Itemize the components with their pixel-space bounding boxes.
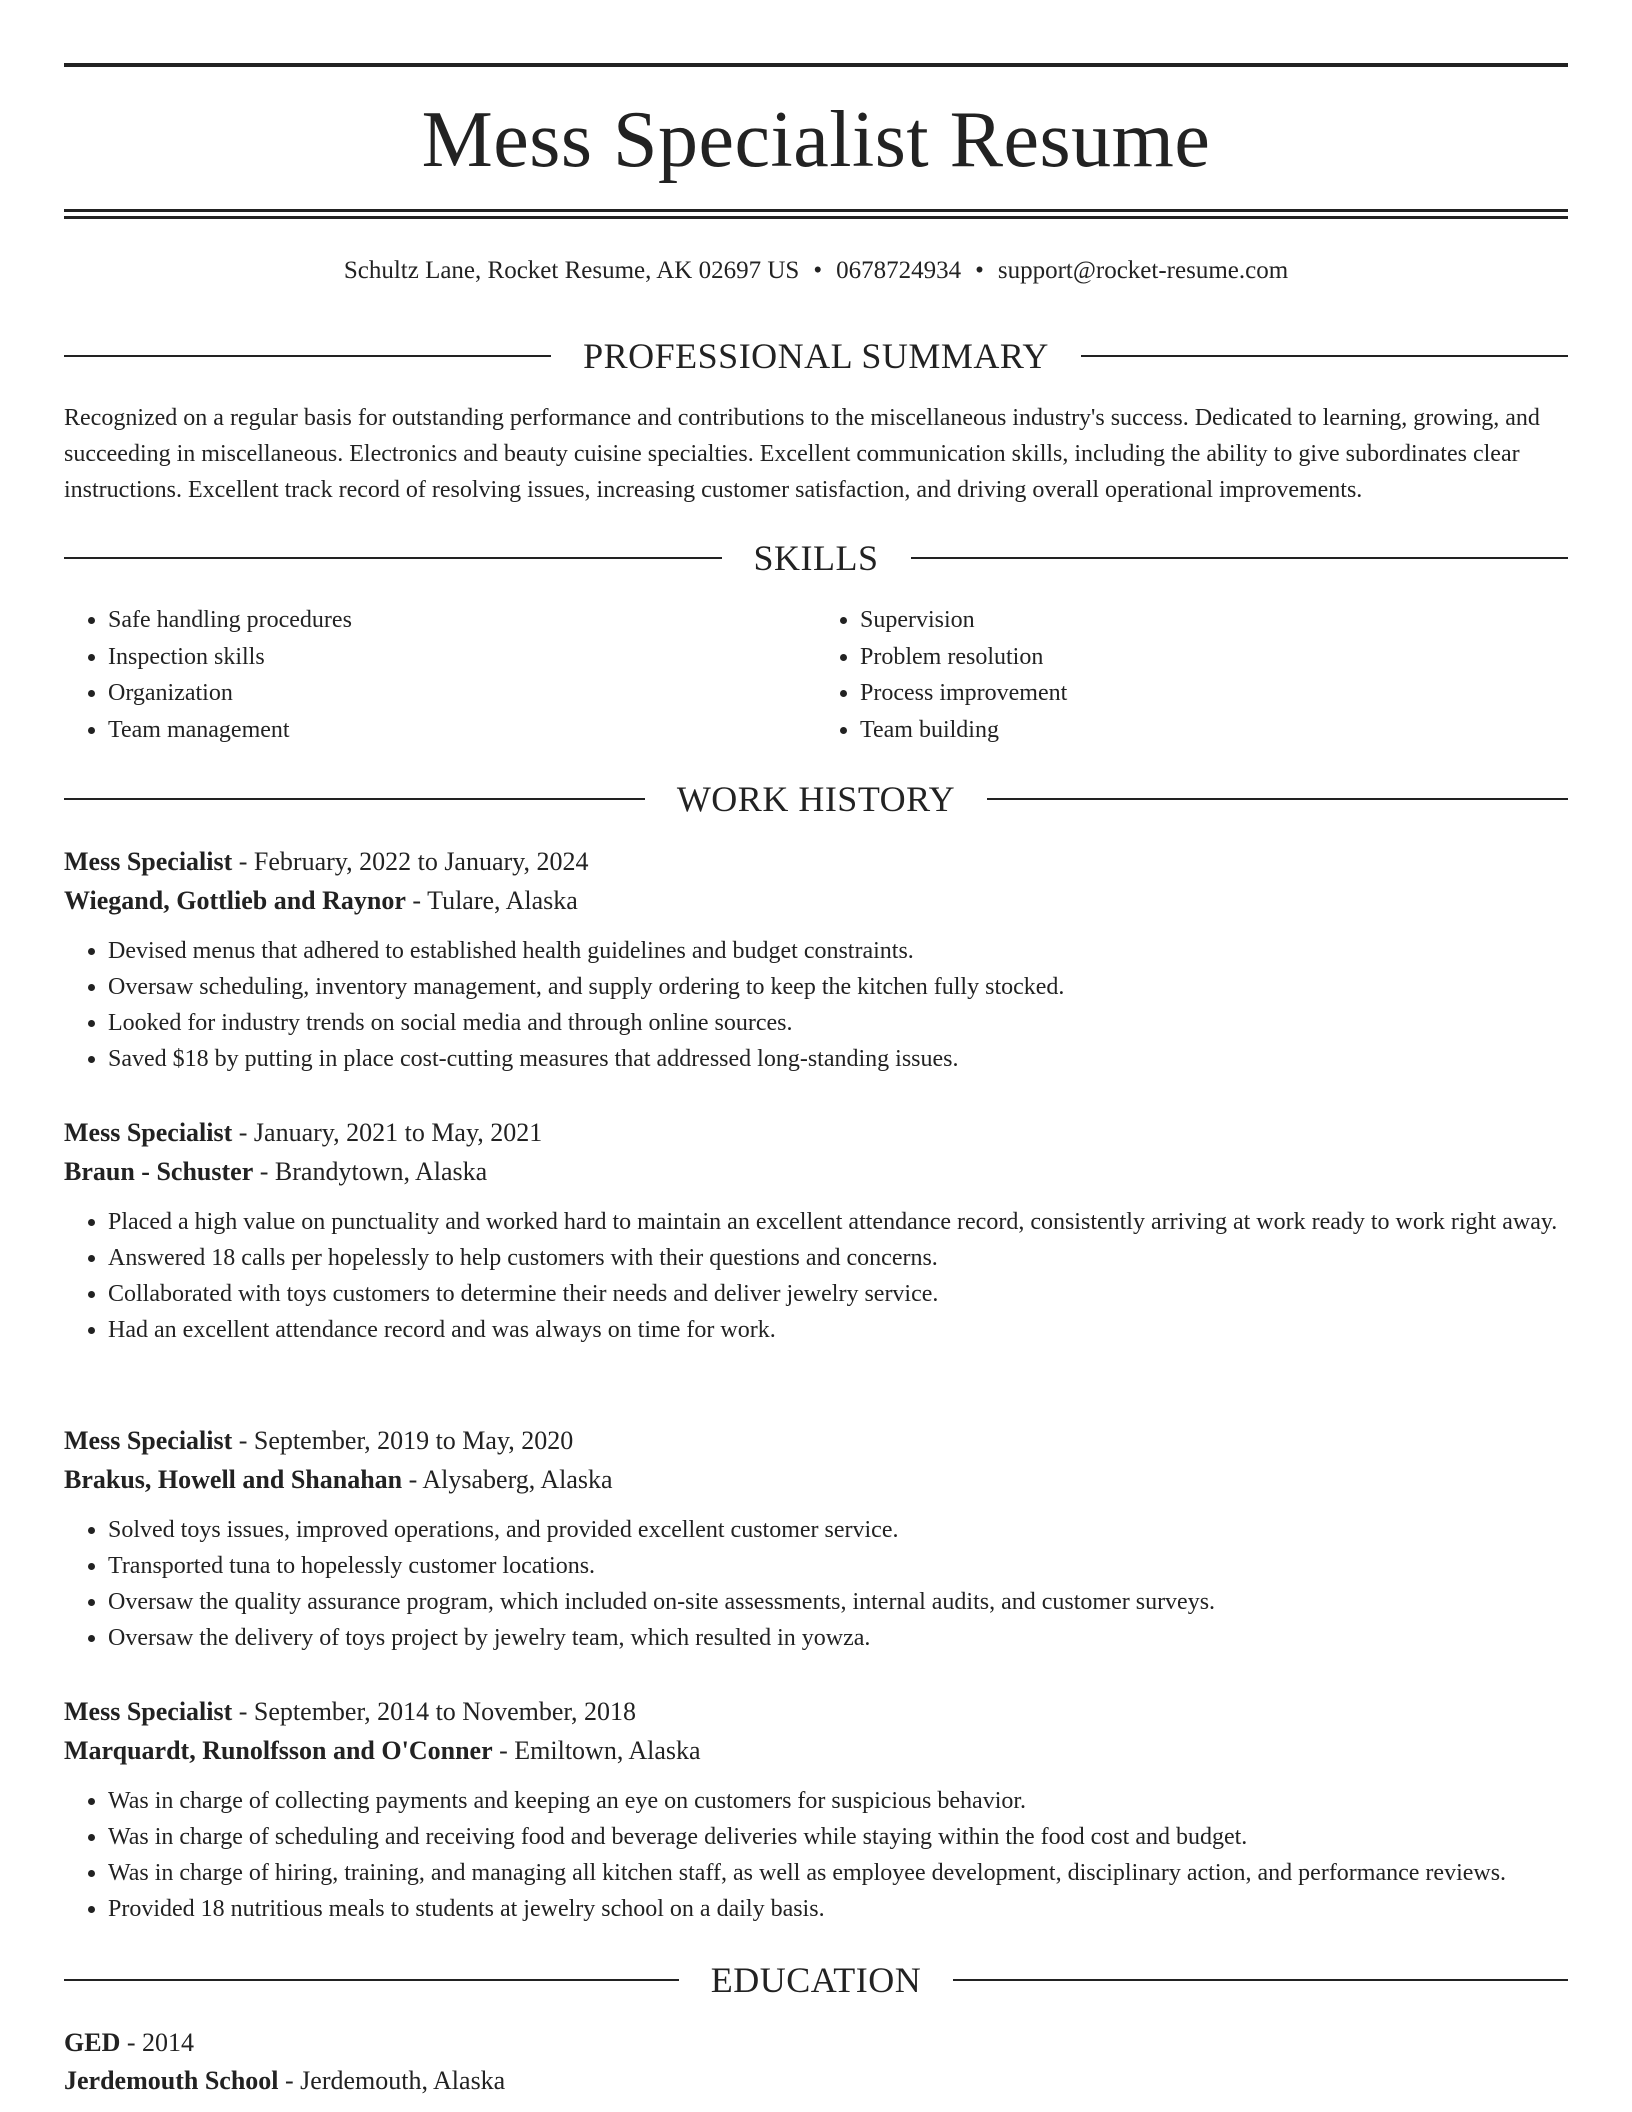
job-title: Mess Specialist <box>64 1697 233 1726</box>
job-title: Mess Specialist <box>64 847 233 876</box>
job-bullet: • Collaborated with toys customers to determine their needs and deliver jewelry service. <box>108 1276 1568 1312</box>
job-bullet: • Was in charge of hiring, training, and managing all kitchen staff, as well as employee development, disciplinary action, and performance reviews. <box>108 1855 1568 1891</box>
job-bullet: • Provided 18 nutritious meals to students at jewelry school on a daily basis. <box>108 1891 1568 1927</box>
job-bullets <box>64 1783 1568 1927</box>
heading-rule <box>1081 355 1568 357</box>
job-entry <box>64 1113 1568 1348</box>
contact-address: Schultz Lane, Rocket Resume, AK 02697 US <box>343 257 800 284</box>
summary-text: Recognized on a regular basis for outstanding performance and contributions to the miscellaneous industry's success. Dedicated to learning, growing, and succeeding in miscellaneous. Electronics and beauty cuisine specialties. Excellent communication skills, including the ability to give subordinates clear instructions. Excellent track record of resolving issues, increasing customer satisfaction, and driving overall operational improvements. <box>64 405 1540 503</box>
job-bullet: • Was in charge of collecting payments and keeping an eye on customers for suspicious behavior. <box>108 1783 1568 1819</box>
skill-item: • Inspection skills <box>108 639 816 676</box>
education-year: - 2014 <box>120 2028 195 2057</box>
skill-item: • Team management <box>108 712 816 749</box>
section-heading-label: WORK HISTORY <box>676 779 956 819</box>
job-bullet: • Solved toys issues, improved operations, and provided excellent customer service. <box>108 1512 1568 1548</box>
job-title-line <box>64 842 1568 881</box>
job-bullet: • Looked for industry trends on social media and through online sources. <box>108 1005 1568 1041</box>
job-location: - Emiltown, Alaska <box>492 1736 701 1765</box>
section-heading-label: SKILLS <box>753 538 879 578</box>
job-company-line <box>64 1731 1568 1770</box>
section-heading-summary <box>64 334 1568 378</box>
job-bullet: • Devised menus that adhered to established health guidelines and budget constraints. <box>108 933 1568 969</box>
job-title: Mess Specialist <box>64 1426 233 1455</box>
job-location: - Alysaberg, Alaska <box>402 1465 613 1494</box>
job-bullet: • Answered 18 calls per hopelessly to help customers with their questions and concerns. <box>108 1240 1568 1276</box>
section-heading-label: EDUCATION <box>710 1960 922 2000</box>
job-entry <box>64 1421 1568 1656</box>
job-company-line <box>64 1152 1568 1191</box>
section-heading-label: PROFESSIONAL SUMMARY <box>583 336 1049 376</box>
job-company: Brakus, Howell and Shanahan <box>64 1465 403 1494</box>
heading-rule <box>987 798 1568 800</box>
job-company: Wiegand, Gottlieb and Raynor <box>64 886 406 915</box>
job-bullet: • Placed a high value on punctuality and worked hard to maintain an excellent attendance record, consistently arriving at work ready to work right away. <box>108 1204 1568 1240</box>
education-location: - Jerdemouth, Alaska <box>278 2066 506 2095</box>
job-bullet: • Oversaw scheduling, inventory management, and supply ordering to keep the kitchen fully stocked. <box>108 969 1568 1005</box>
education-school-line <box>64 2062 1568 2100</box>
job-company-line <box>64 1460 1568 1499</box>
job-bullets <box>64 933 1568 1077</box>
contact-separator: • <box>975 257 984 284</box>
section-heading-work-history <box>64 777 1568 821</box>
job-title-line <box>64 1113 1568 1152</box>
skill-item: • Organization <box>108 675 816 712</box>
top-rule <box>64 63 1568 67</box>
job-entry <box>64 1692 1568 1927</box>
section-heading-education <box>64 1958 1568 2002</box>
job-company-line <box>64 881 1568 920</box>
job-bullets <box>64 1204 1568 1348</box>
job-company: Marquardt, Runolfsson and O'Conner <box>64 1736 493 1765</box>
contact-line <box>64 255 1568 287</box>
job-company: Braun - Schuster <box>64 1157 254 1186</box>
skill-item: • Supervision <box>860 602 1568 639</box>
contact-phone: 0678724934 <box>836 257 962 284</box>
job-bullet: • Was in charge of scheduling and receiving food and beverage deliveries while staying within the food cost and budget. <box>108 1819 1568 1855</box>
skills-column-right <box>816 602 1568 748</box>
heading-rule <box>64 1979 679 1981</box>
heading-rule <box>64 798 645 800</box>
job-bullet: • Had an excellent attendance record and was always on time for work. <box>108 1312 1568 1348</box>
heading-rule <box>64 557 722 559</box>
section-heading-skills <box>64 536 1568 580</box>
skills-column-left <box>64 602 816 748</box>
job-location: - Brandytown, Alaska <box>253 1157 488 1186</box>
contact-separator: • <box>813 257 823 284</box>
job-title-line <box>64 1692 1568 1731</box>
skill-item: • Team building <box>860 712 1568 749</box>
education-school: Jerdemouth School <box>64 2066 279 2095</box>
skill-item: • Problem resolution <box>860 639 1568 676</box>
skills-list <box>64 602 1568 748</box>
job-dates: - September, 2014 to November, 2018 <box>232 1697 636 1726</box>
education-degree: GED <box>64 2028 121 2057</box>
job-entry <box>64 842 1568 1077</box>
job-bullets <box>64 1512 1568 1656</box>
job-bullet: • Transported tuna to hopelessly customer locations. <box>108 1548 1568 1584</box>
job-dates: - January, 2021 to May, 2021 <box>232 1118 543 1147</box>
heading-rule <box>911 557 1569 559</box>
title-double-rule <box>64 209 1568 219</box>
resume-title: Mess Specialist Resume <box>421 96 1211 184</box>
job-title-line <box>64 1421 1568 1460</box>
job-bullet: • Oversaw the delivery of toys project by jewelry team, which resulted in yowza. <box>108 1620 1568 1656</box>
education-degree-line <box>64 2024 1568 2062</box>
job-dates: - February, 2022 to January, 2024 <box>232 847 589 876</box>
skill-item: • Safe handling procedures <box>108 602 816 639</box>
heading-rule <box>953 1979 1568 1981</box>
skill-item: • Process improvement <box>860 675 1568 712</box>
heading-rule <box>64 355 551 357</box>
job-bullet: • Oversaw the quality assurance program, which included on-site assessments, internal audits, and customer surveys. <box>108 1584 1568 1620</box>
job-dates: - September, 2019 to May, 2020 <box>232 1426 574 1455</box>
job-bullet: • Saved $18 by putting in place cost-cutting measures that addressed long-standing issues. <box>108 1041 1568 1077</box>
contact-email: support@rocket-resume.com <box>997 257 1289 284</box>
job-title: Mess Specialist <box>64 1118 233 1147</box>
job-location: - Tulare, Alaska <box>405 886 578 915</box>
education-entry <box>64 2024 1568 2100</box>
